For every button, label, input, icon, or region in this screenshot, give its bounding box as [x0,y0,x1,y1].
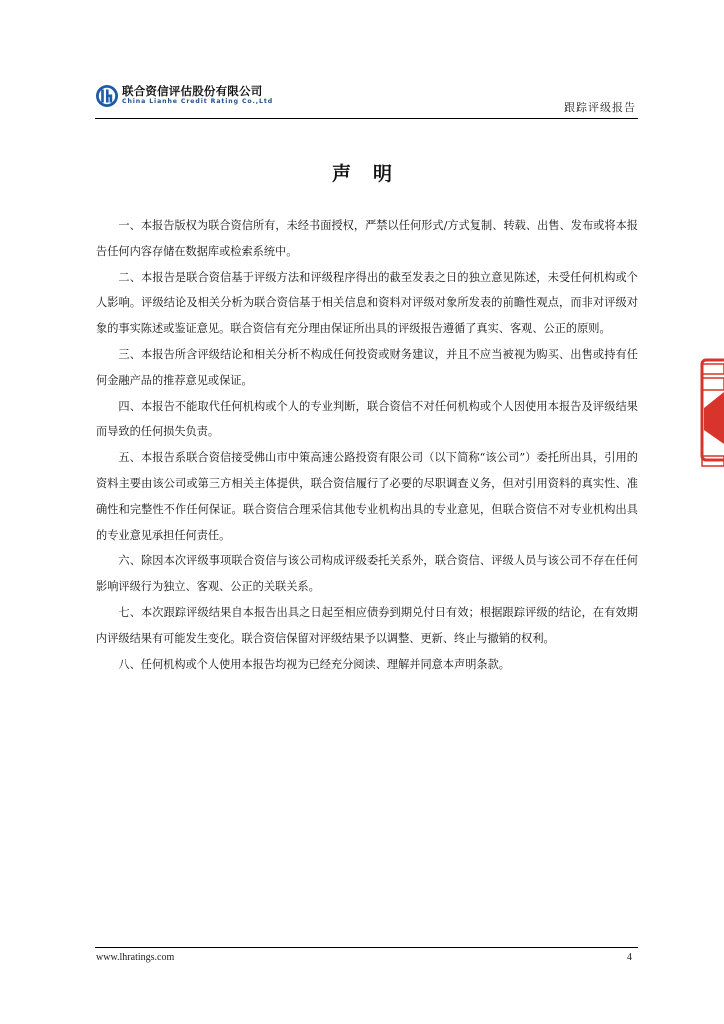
statement-paragraph-1: 一、本报告版权为联合资信所有，未经书面授权，严禁以任何形式/方式复制、转载、出售、发布或将本报告任何内容存储在数据库或检索系统中。 [96,219,638,258]
statement-paragraph-6: 六、除因本次评级事项联合资信与该公司构成评级委托关系外，联合资信、评级人员与该公司不存在任何影响评级行为独立、客观、公正的关联关系。 [96,554,638,594]
statement-paragraph-8: 八、任何机构或个人使用本报告均视为已经充分阅读、理解并同意本声明条款。 [118,657,510,671]
header-divider [95,118,638,119]
statement-body [96,213,638,677]
company-name-cn: 联合资信评估股份有限公司 [122,84,263,98]
statement-paragraph-4: 四、本报告不能取代任何机构或个人的专业判断，联合资信不对任何机构或个人因使用本报告及评级结果而导致的任何损失负责。 [96,399,638,439]
company-logo-icon [95,84,119,108]
report-type-label: 跟踪评级报告 [564,101,636,114]
statement-paragraph-7: 七、本次跟踪评级结果自本报告出具之日起至相应债券到期兑付日有效；根据跟踪评级的结论，在有效期内评级结果有可能发生变化。联合资信保留对评级结果予以调整、更新、终止与撤销的权利。 [96,605,638,645]
statement-paragraph-5: 五、本报告系联合资信接受佛山市中策高速公路投资有限公司（以下简称“该公司”）委托所出具，引用的资料主要由该公司或第三方相关主体提供，联合资信履行了必要的尽职调查义务，但对引用资料的真实性、准确性和完整性不作任何保证。联合资信合理采信其他专业机构出具的专业意见，但联合资信不对专业机构出具的专业意见承担任何责任。 [96,451,638,542]
page-title: 声明 [331,163,414,185]
page-number: 4 [627,952,632,963]
footer-divider [95,947,638,948]
company-name-en: China Lianhe Credit Rating Co.,Ltd [122,98,274,105]
page-header [95,82,638,118]
statement-paragraph-2: 二、本报告是联合资信基于评级方法和评级程序得出的截至发表之日的独立意见陈述，未受任何机构或个人影响。评级结论及相关分析为联合资信基于相关信息和资料对评级对象所发表的前瞻性观点，而非对评级对象的事实陈述或鉴证意见。联合资信有充分理由保证所出具的评级报告遵循了真实、客观、公正的原则。 [96,270,638,336]
footer-website-link[interactable]: www.lhratings.com [96,952,175,963]
statement-paragraph-3: 三、本报告所含评级结论和相关分析不构成任何投资或财务建议，并且不应当被视为购买、出售或持有任何金融产品的推荐意见或保证。 [96,347,638,387]
red-seal-stamp [700,352,724,472]
